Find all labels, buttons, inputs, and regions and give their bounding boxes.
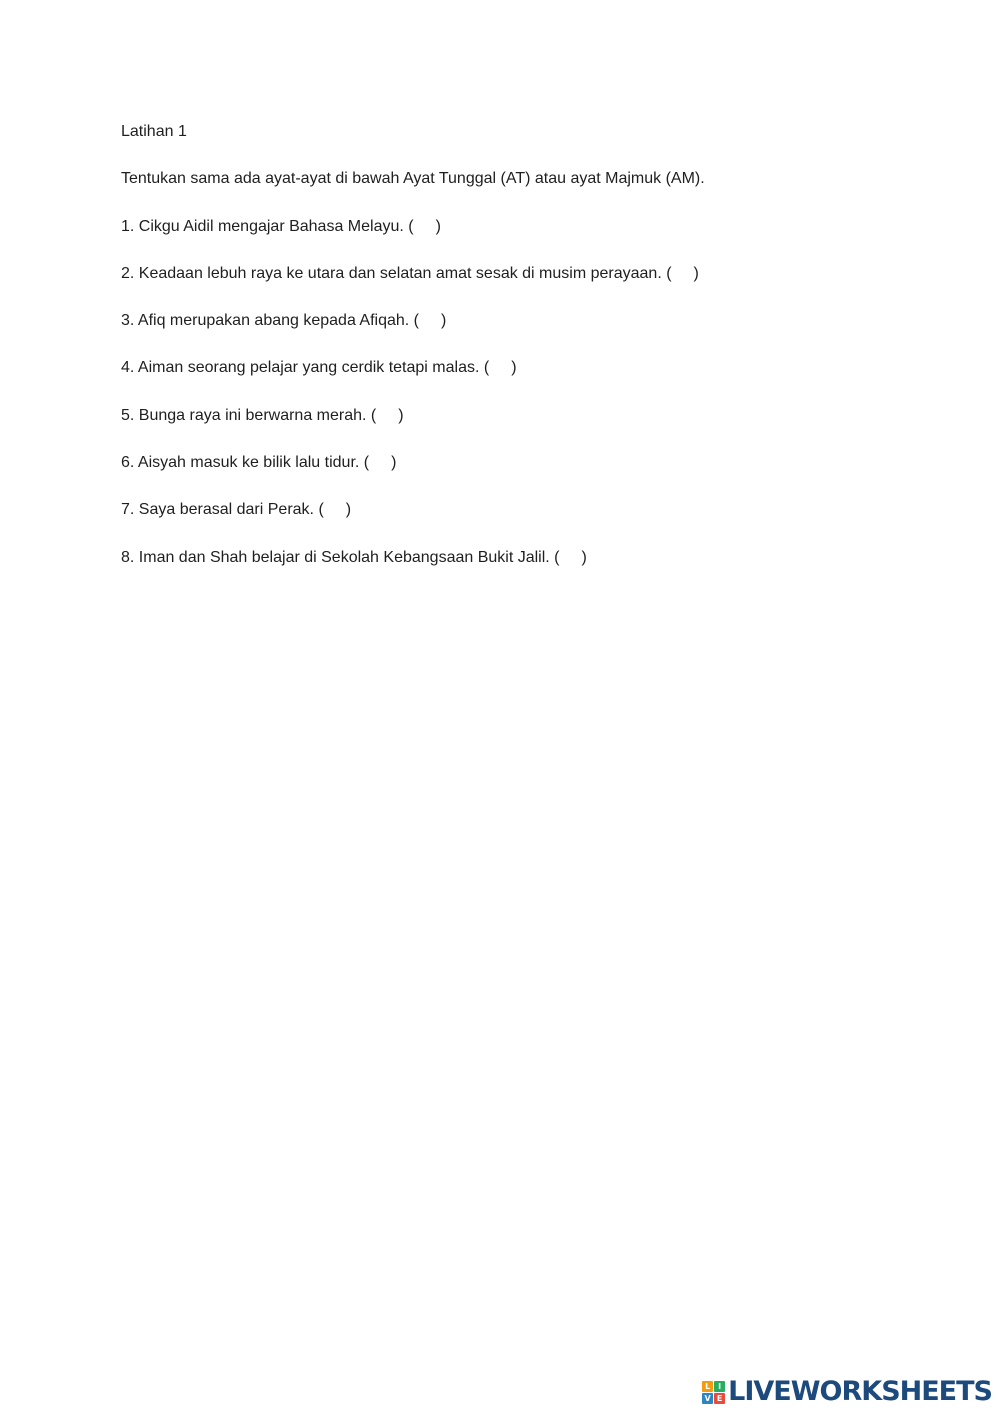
logo-mark-icon bbox=[702, 1381, 725, 1404]
question-text: 7. Saya berasal dari Perak. ( bbox=[121, 501, 324, 519]
worksheet bbox=[121, 121, 921, 594]
question-3 bbox=[121, 310, 921, 332]
liveworksheets-logo bbox=[702, 1377, 992, 1407]
logo-mark-letter: L bbox=[702, 1381, 713, 1392]
closing-bracket: ) bbox=[345, 501, 352, 519]
logo-mark-letter: E bbox=[714, 1393, 725, 1404]
answer-box[interactable] bbox=[489, 359, 511, 377]
question-text: 2. Keadaan lebuh raya ke utara dan selatan amat sesak di musim perayaan. ( bbox=[121, 264, 672, 282]
worksheet-title: Latihan 1 bbox=[121, 123, 187, 140]
logo-mark-letter: I bbox=[714, 1381, 725, 1392]
answer-box[interactable] bbox=[419, 312, 441, 330]
answer-box[interactable] bbox=[376, 407, 398, 425]
closing-bracket: ) bbox=[511, 359, 517, 377]
question-5 bbox=[121, 405, 921, 427]
answer-box[interactable] bbox=[324, 501, 346, 519]
answer-box[interactable] bbox=[369, 454, 391, 472]
question-6 bbox=[121, 452, 921, 474]
closing-bracket: ) bbox=[581, 548, 587, 566]
logo-mark-letter: V bbox=[702, 1393, 713, 1404]
question-4 bbox=[121, 357, 921, 379]
question-2 bbox=[121, 263, 921, 285]
answer-box[interactable] bbox=[560, 548, 582, 566]
closing-bracket: ) bbox=[693, 264, 699, 282]
question-8 bbox=[121, 547, 921, 569]
closing-bracket: ) bbox=[441, 312, 447, 330]
question-text: 3. Afiq merupakan abang kepada Afiqah. ( bbox=[121, 312, 419, 330]
closing-bracket: ) bbox=[435, 217, 441, 235]
question-1 bbox=[121, 216, 921, 238]
answer-box[interactable] bbox=[672, 265, 694, 283]
logo-text: LIVEWORKSHEETS bbox=[728, 1376, 992, 1407]
question-7 bbox=[121, 499, 921, 521]
question-text: 6. Aisyah masuk ke bilik lalu tidur. ( bbox=[121, 454, 370, 472]
closing-bracket: ) bbox=[398, 406, 404, 424]
question-text: 4. Aiman seorang pelajar yang cerdik tetapi malas. ( bbox=[121, 359, 490, 377]
answer-box[interactable] bbox=[414, 217, 436, 235]
question-text: 8. Iman dan Shah belajar di Sekolah Kebangsaan Bukit Jalil. ( bbox=[121, 548, 560, 566]
worksheet-instruction: Tentukan sama ada ayat-ayat di bawah Ayat Tunggal (AT) atau ayat Majmuk (AM). bbox=[121, 170, 705, 188]
question-text: 5. Bunga raya ini berwarna merah. ( bbox=[121, 406, 377, 424]
closing-bracket: ) bbox=[391, 454, 397, 472]
question-text: 1. Cikgu Aidil mengajar Bahasa Melayu. ( bbox=[121, 217, 414, 235]
